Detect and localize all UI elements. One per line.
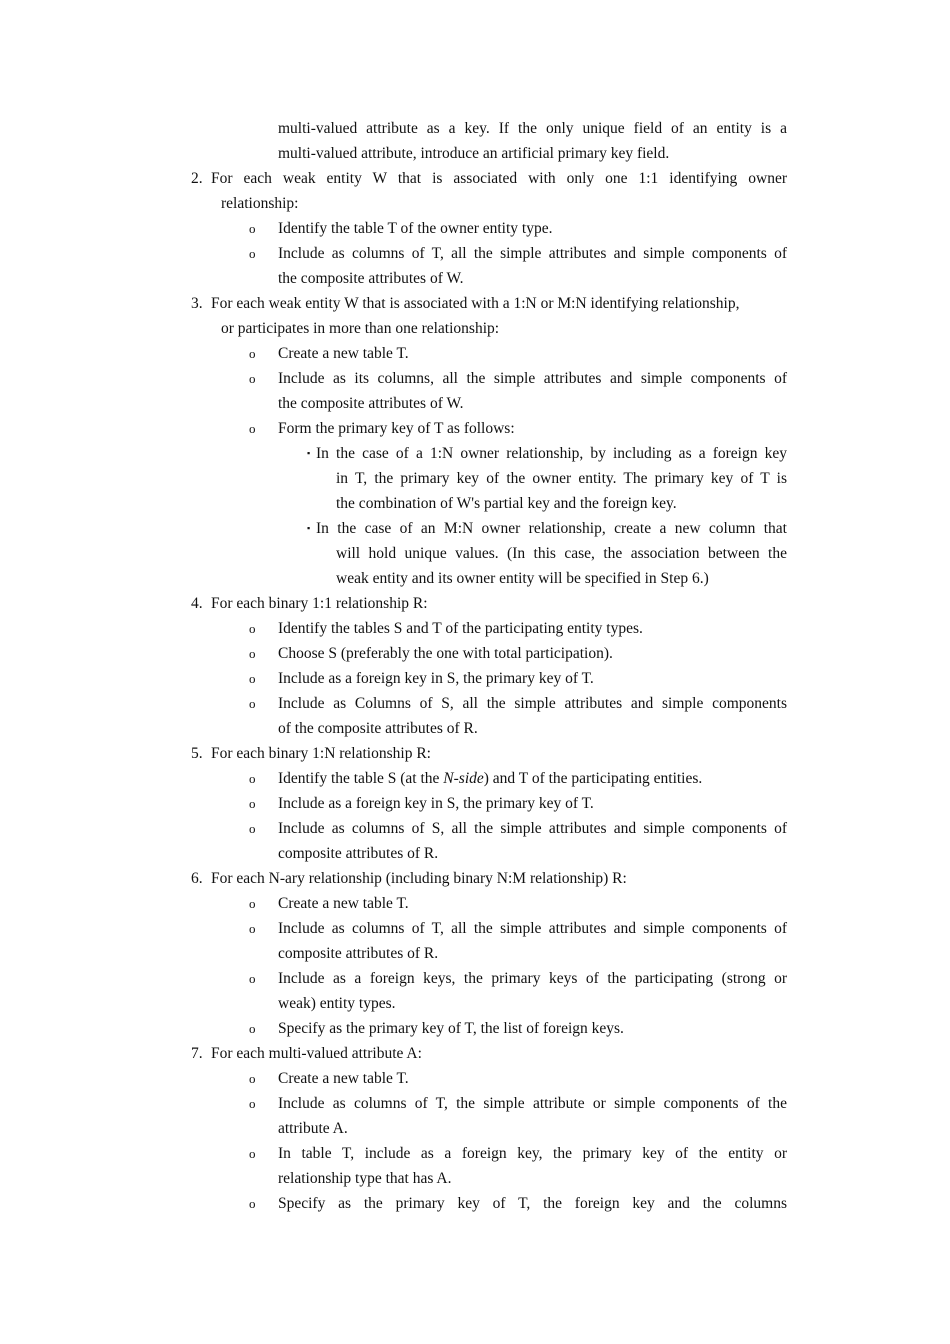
list-item: o Include as Columns of S, all the simple attributes and simple components [0,691,950,716]
list-item: o Choose S (preferably the one with total participation). [0,641,950,666]
list-item: o Identify the tables S and T of the participating entity types. [0,616,950,641]
circle-bullet-icon: o [249,246,256,261]
list-item-cont: the composite attributes of W. [278,395,464,412]
document-page [0,116,950,1216]
list-item: o Include as a foreign keys, the primary keys of the participating (strong or [0,966,950,991]
list-item: o Include as a foreign key in S, the primary key of T. [0,791,950,816]
circle-bullet-icon: o [249,421,256,436]
list-item-cont: of the composite attributes of R. [278,720,478,737]
list-item-cont: the composite attributes of W. [278,270,464,287]
list-item: o Identify the table T of the owner entity type. [0,216,950,241]
intro-line: multi-valued attribute, introduce an artificial primary key field. [278,145,670,162]
circle-bullet-icon: o [249,1196,256,1211]
circle-bullet-icon: o [249,221,256,236]
circle-bullet-icon: o [249,696,256,711]
circle-bullet-icon: o [249,346,256,361]
circle-bullet-icon: o [249,921,256,936]
step-6-heading: 6. For each N-ary relationship (including binary N:M relationship) R: [191,870,627,887]
circle-bullet-icon: o [249,1146,256,1161]
circle-bullet-icon: o [249,1071,256,1086]
list-item-cont: composite attributes of R. [278,945,439,962]
intro-line: multi-valued attribute as a key. If the only unique field of an entity is a [278,120,787,137]
circle-bullet-icon: o [249,821,256,836]
step-2-heading: 2. For each weak entity W that is associated with only one 1:1 identifying owner [191,170,787,187]
list-item: o Form the primary key of T as follows: [0,416,950,441]
sub-list-item-cont: weak entity and its owner entity will be specified in Step 6.) [336,570,709,587]
list-item: o Include as columns of T, all the simple attributes and simple components of [0,241,950,266]
step-7-heading: 7. For each multi-valued attribute A: [191,1045,422,1062]
sub-list-item: ▪ In the case of a 1:N owner relationship, by including as a foreign key [0,441,950,466]
square-bullet-icon: ▪ [307,448,311,458]
list-item-cont: attribute A. [278,1120,348,1137]
sub-list-item-cont: in T, the primary key of the owner entity. The primary key of T is [336,470,787,487]
list-item-cont: relationship type that has A. [278,1170,452,1187]
step-3-heading-cont: or participates in more than one relationship: [221,320,500,337]
circle-bullet-icon: o [249,621,256,636]
circle-bullet-icon: o [249,1096,256,1111]
circle-bullet-icon: o [249,646,256,661]
list-item-cont: weak) entity types. [278,995,396,1012]
list-item: o Include as columns of T, the simple attribute or simple components of the [0,1091,950,1116]
list-item: o Create a new table T. [0,341,950,366]
step-3-heading: 3. For each weak entity W that is associated with a 1:N or M:N identifying relationship, [191,295,740,312]
sub-list-item-cont: the combination of W's partial key and the foreign key. [336,495,677,512]
sub-list-item: ▪ In the case of an M:N owner relationship, create a new column that [0,516,950,541]
circle-bullet-icon: o [249,371,256,386]
circle-bullet-icon: o [249,771,256,786]
list-item: o Specify as the primary key of T, the foreign key and the columns [0,1191,950,1216]
square-bullet-icon: ▪ [307,523,311,533]
circle-bullet-icon: o [249,671,256,686]
circle-bullet-icon: o [249,796,256,811]
circle-bullet-icon: o [249,1021,256,1036]
list-item: o Include as a foreign key in S, the primary key of T. [0,666,950,691]
list-item: o Create a new table T. [0,891,950,916]
sub-list-item-cont: will hold unique values. (In this case, the association between the [336,545,787,562]
step-2-heading-cont: relationship: [221,195,299,212]
list-item: o Include as columns of T, all the simple attributes and simple components of [0,916,950,941]
list-item: o Include as its columns, all the simple attributes and simple components of [0,366,950,391]
list-item: o Create a new table T. [0,1066,950,1091]
step-5-heading: 5. For each binary 1:N relationship R: [191,745,431,762]
circle-bullet-icon: o [249,971,256,986]
list-item: o Identify the table S (at the N-side) and T of the participating entities. [0,766,950,791]
step-4-heading: 4. For each binary 1:1 relationship R: [191,595,428,612]
list-item: o In table T, include as a foreign key, the primary key of the entity or [0,1141,950,1166]
list-item-cont: composite attributes of R. [278,845,439,862]
circle-bullet-icon: o [249,896,256,911]
list-item: o Include as columns of S, all the simple attributes and simple components of [0,816,950,841]
list-item: o Specify as the primary key of T, the list of foreign keys. [0,1016,950,1041]
